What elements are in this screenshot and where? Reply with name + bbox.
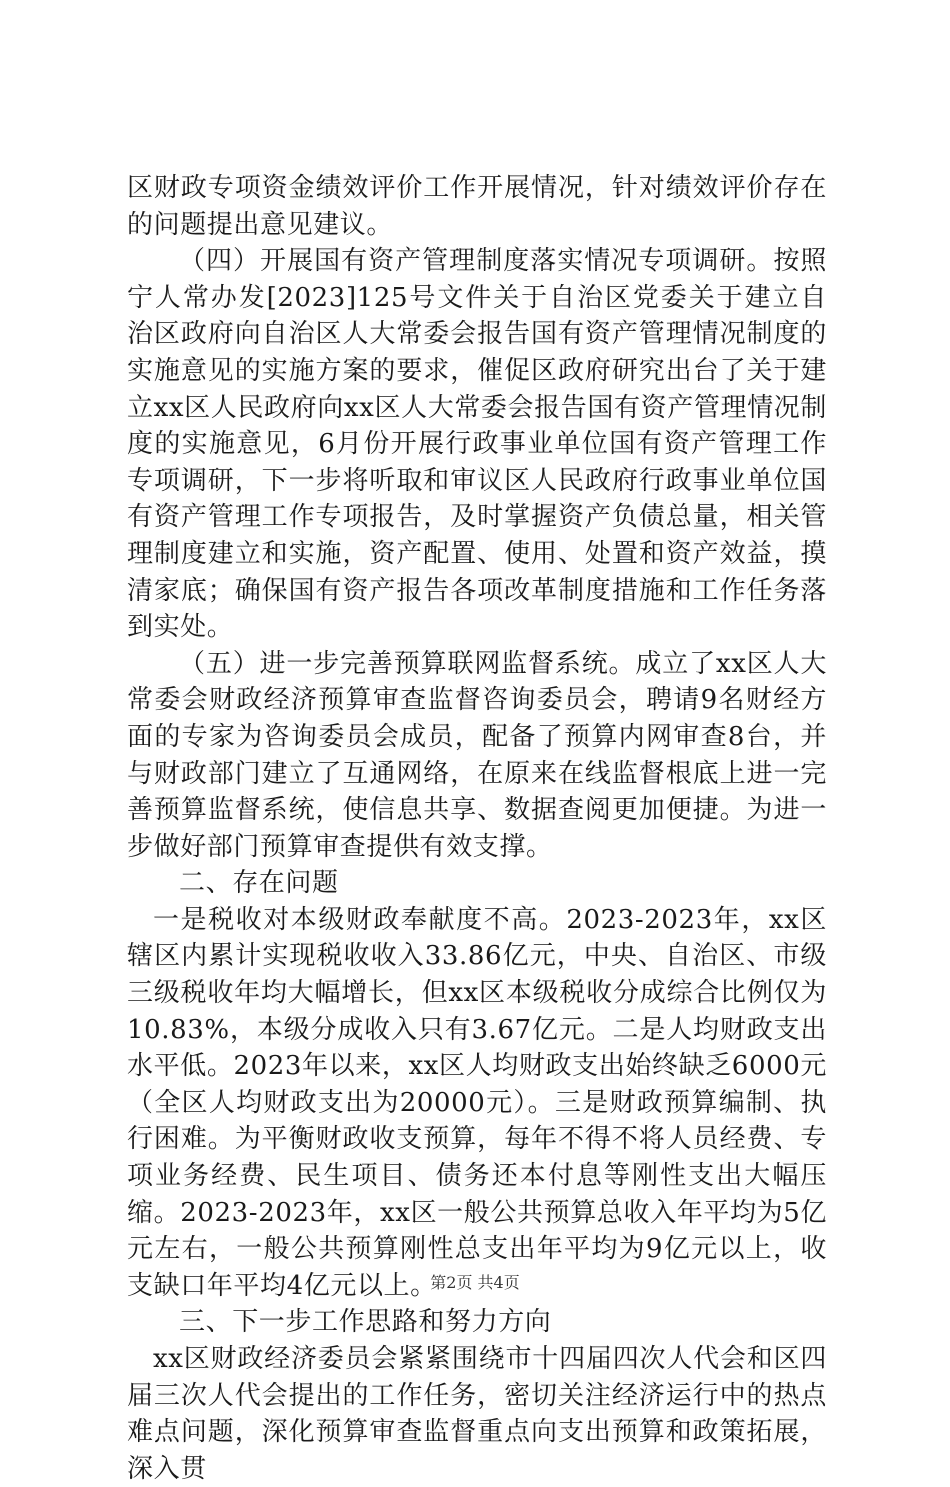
page-number: 第2页 共4页: [430, 1273, 520, 1292]
paragraph-next-steps: xx区财政经济委员会紧紧围绕市十四届四次人代会和区四届三次人代会提出的工作任务，密切关注经济运行中的热点难点问题，深化预算审查监督重点向支出预算和政策拓展，深入贯: [127, 1344, 827, 1484]
paragraph-problems: 一是税收对本级财政奉献度不高。2023-2023年，xx区辖区内累计实现税收收入33.86亿元，中央、自治区、市级三级税收年均大幅增长，但xx区本级税收分成综合比例仅为10.83%，本级分成收入只有3.67亿元。二是人均财政支出水平低。2023年以来，xx区人均财政支出始终缺乏6000元（全区人均财政支出为20000元）。三是财政预算编制、执行困难。为平衡财政收支预算，每年不得不将人员经费、专项业务经费、民生项目、债务还本付息等刚性支出大幅压缩。2023-2023年，xx区一般公共预算总收入年平均为5亿元左右，一般公共预算刚性总支出年平均为9亿元以上，收支缺口年平均4亿元以上。: [127, 904, 827, 1301]
heading-next-steps: 三、下一步工作思路和努力方向: [179, 1307, 552, 1338]
heading-existing-problems: 二、存在问题: [179, 868, 339, 899]
paragraph-continuation: 区财政专项资金绩效评价工作开展情况，针对绩效评价存在的问题提出意见建议。: [127, 173, 827, 240]
page-footer: [0, 1270, 950, 1293]
paragraph-section-four: （四）开展国有资产管理制度落实情况专项调研。按照宁人常办发[2023]125号文件关于自治区党委关于建立自治区政府向自治区人大常委会报告国有资产管理情况制度的实施意见的实施方案的要求，催促区政府研究出台了关于建立xx区人民政府向xx区人大常委会报告国有资产管理情况制度的实施意见，6月份开展行政事业单位国有资产管理工作专项调研，下一步将听取和审议区人民政府行政事业单位国有资产管理工作专项报告，及时掌握资产负债总量，相关管理制度建立和实施，资产配置、使用、处置和资产效益，摸清家底；确保国有资产报告各项改革制度措施和工作任务落到实处。: [127, 246, 827, 643]
paragraph-section-five: （五）进一步完善预算联网监督系统。成立了xx区人大常委会财政经济预算审查监督咨询委员会，聘请9名财经方面的专家为咨询委员会成员，配备了预算内网审查8台，并与财政部门建立了互通网络，在原来在线监督根底上进一完善预算监督系统，使信息共享、数据查阅更加便捷。为进一步做好部门预算审查提供有效支撑。: [127, 648, 827, 862]
